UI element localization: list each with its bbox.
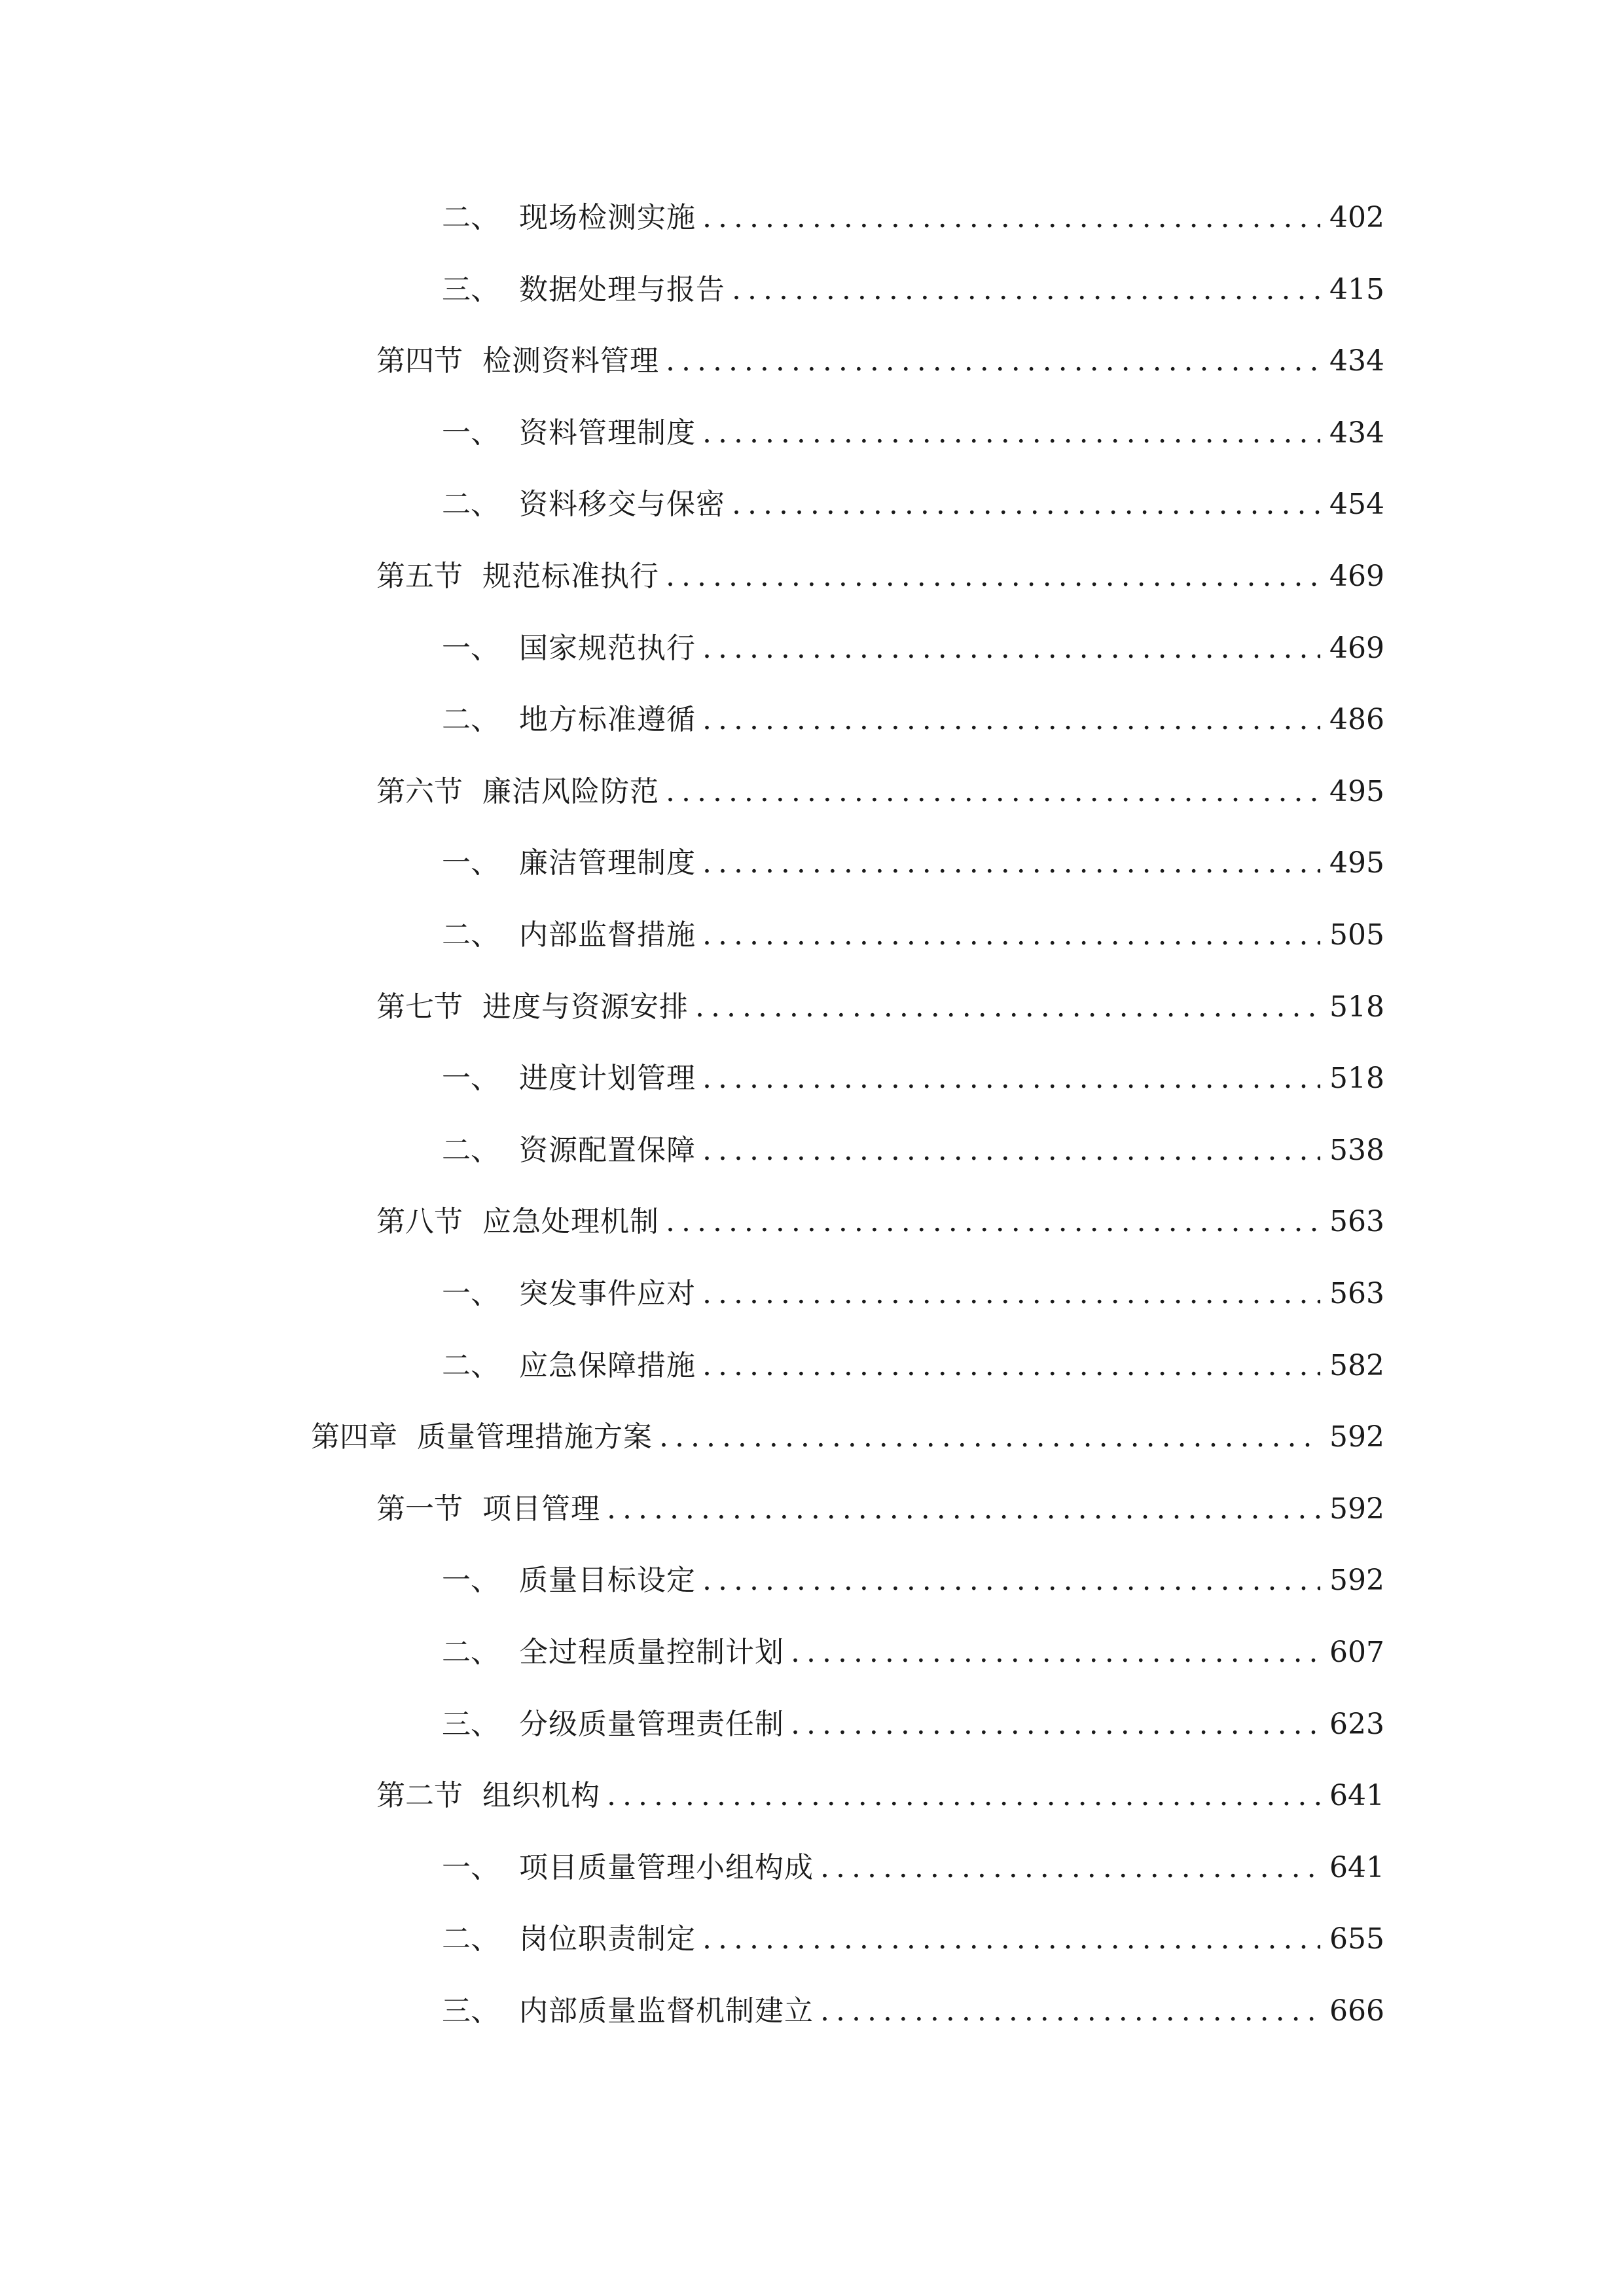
toc-entry-item[interactable] — [442, 1988, 1384, 2034]
toc-entry-page-number: 434 — [1329, 416, 1384, 450]
dot-leader — [702, 410, 1320, 456]
toc-entry-number: 二、 — [442, 1134, 499, 1167]
dot-leader — [732, 482, 1320, 528]
toc-entry-number: 一、 — [442, 1277, 499, 1310]
toc-entry-section[interactable] — [376, 1199, 1384, 1245]
dot-leader — [607, 1486, 1320, 1532]
toc-entry-title: 检测资料管理 — [482, 344, 659, 378]
toc-entry-item[interactable] — [442, 1630, 1384, 1676]
toc-entry-number: 三、 — [442, 1994, 499, 2028]
toc-entry-item[interactable] — [442, 626, 1384, 672]
toc-entry-chapter[interactable] — [311, 1414, 1384, 1460]
toc-entry-title: 突发事件应对 — [519, 1277, 696, 1310]
toc-entry-page-number: 434 — [1329, 344, 1384, 378]
dot-leader — [702, 1271, 1320, 1317]
dot-leader — [666, 338, 1320, 384]
toc-entry-page-number: 666 — [1329, 1994, 1384, 2028]
dot-leader — [666, 554, 1320, 600]
toc-entry-page-number: 454 — [1329, 488, 1384, 521]
dot-leader — [666, 1199, 1320, 1245]
toc-entry-item[interactable] — [442, 1702, 1384, 1748]
toc-entry-title: 廉洁管理制度 — [519, 846, 696, 880]
toc-entry-number: 第五节 — [376, 560, 463, 593]
toc-entry-number: 二、 — [442, 918, 499, 952]
toc-entry-section[interactable] — [376, 554, 1384, 600]
toc-entry-number: 一、 — [442, 632, 499, 665]
toc-entry-number: 第七节 — [376, 990, 463, 1024]
toc-entry-title: 项目管理 — [482, 1492, 600, 1526]
dot-leader — [702, 1916, 1320, 1962]
toc-entry-item[interactable] — [442, 1558, 1384, 1604]
toc-entry-title: 组织机构 — [482, 1779, 600, 1812]
toc-entry-title: 廉洁风险防范 — [482, 775, 659, 808]
dot-leader — [702, 1558, 1320, 1604]
toc-entry-title: 质量目标设定 — [519, 1564, 696, 1597]
toc-entry-title: 进度与资源安排 — [482, 990, 689, 1024]
toc-entry-item[interactable] — [442, 410, 1384, 456]
toc-entry-title: 地方标准遵循 — [519, 703, 696, 736]
dot-leader — [791, 1702, 1320, 1748]
toc-entry-page-number: 641 — [1329, 1851, 1384, 1884]
toc-entry-number: 二、 — [442, 1922, 499, 1956]
toc-entry-title: 岗位职责制定 — [519, 1922, 696, 1956]
dot-leader — [702, 1128, 1320, 1174]
toc-entry-item[interactable] — [442, 840, 1384, 886]
toc-entry-section[interactable] — [376, 338, 1384, 384]
toc-entry-number: 三、 — [442, 273, 499, 306]
dot-leader — [666, 769, 1320, 815]
toc-entry-item[interactable] — [442, 195, 1384, 241]
toc-entry-page-number: 469 — [1329, 632, 1384, 665]
toc-entry-title: 规范标准执行 — [482, 560, 659, 593]
toc-entry-item[interactable] — [442, 1916, 1384, 1962]
toc-entry-page-number: 641 — [1329, 1779, 1384, 1812]
toc-entry-section[interactable] — [376, 984, 1384, 1030]
toc-entry-page-number: 518 — [1329, 990, 1384, 1024]
toc-entry-number: 第二节 — [376, 1779, 463, 1812]
toc-entry-item[interactable] — [442, 1343, 1384, 1389]
toc-entry-item[interactable] — [442, 1271, 1384, 1317]
toc-entry-title: 内部监督措施 — [519, 918, 696, 952]
toc-entry-item[interactable] — [442, 1845, 1384, 1891]
toc-entry-number: 第四章 — [311, 1420, 397, 1454]
toc-entry-item[interactable] — [442, 267, 1384, 313]
toc-entry-number: 一、 — [442, 416, 499, 450]
toc-entry-title: 国家规范执行 — [519, 632, 696, 665]
toc-entry-section[interactable] — [376, 769, 1384, 815]
toc-entry-number: 一、 — [442, 1851, 499, 1884]
toc-entry-number: 三、 — [442, 1708, 499, 1741]
toc-entry-title: 资料移交与保密 — [519, 488, 725, 521]
toc-entry-title: 质量管理措施方案 — [417, 1420, 653, 1454]
toc-entry-number: 二、 — [442, 1349, 499, 1382]
toc-entry-title: 资料管理制度 — [519, 416, 696, 450]
dot-leader — [702, 626, 1320, 672]
toc-entry-item[interactable] — [442, 912, 1384, 958]
toc-entry-page-number: 495 — [1329, 775, 1384, 808]
dot-leader — [702, 912, 1320, 958]
toc-entry-title: 进度计划管理 — [519, 1062, 696, 1095]
toc-entry-number: 一、 — [442, 1564, 499, 1597]
toc-entry-number: 二、 — [442, 201, 499, 234]
toc-entry-page-number: 402 — [1329, 201, 1384, 234]
dot-leader — [659, 1414, 1320, 1460]
toc-entry-title: 现场检测实施 — [519, 201, 696, 234]
toc-entry-title: 分级质量管理责任制 — [519, 1708, 784, 1741]
toc-entry-page-number: 607 — [1329, 1636, 1384, 1669]
toc-entry-number: 一、 — [442, 1062, 499, 1095]
toc-entry-page-number: 623 — [1329, 1708, 1384, 1741]
toc-entry-page-number: 518 — [1329, 1062, 1384, 1095]
toc-entry-item[interactable] — [442, 697, 1384, 743]
toc-entry-page-number: 538 — [1329, 1134, 1384, 1167]
dot-leader — [820, 1845, 1320, 1891]
toc-entry-number: 第六节 — [376, 775, 463, 808]
toc-entry-item[interactable] — [442, 1056, 1384, 1102]
toc-entry-section[interactable] — [376, 1486, 1384, 1532]
toc-entry-number: 第四节 — [376, 344, 463, 378]
toc-entry-page-number: 592 — [1329, 1564, 1384, 1597]
toc-entry-page-number: 592 — [1329, 1420, 1384, 1454]
dot-leader — [791, 1630, 1320, 1676]
dot-leader — [702, 1056, 1320, 1102]
toc-entry-item[interactable] — [442, 1128, 1384, 1174]
toc-entry-page-number: 655 — [1329, 1922, 1384, 1956]
toc-entry-title: 应急处理机制 — [482, 1205, 659, 1238]
toc-entry-title: 数据处理与报告 — [519, 273, 725, 306]
toc-entry-page-number: 582 — [1329, 1349, 1384, 1382]
toc-entry-title: 全过程质量控制计划 — [519, 1636, 784, 1669]
toc-entry-item[interactable] — [442, 482, 1384, 528]
toc-entry-title: 资源配置保障 — [519, 1134, 696, 1167]
toc-entry-number: 一、 — [442, 846, 499, 880]
dot-leader — [732, 267, 1320, 313]
toc-entry-number: 二、 — [442, 1636, 499, 1669]
toc-entry-page-number: 495 — [1329, 846, 1384, 880]
toc-entry-page-number: 415 — [1329, 273, 1384, 306]
toc-entry-page-number: 563 — [1329, 1205, 1384, 1238]
toc-entry-page-number: 505 — [1329, 918, 1384, 952]
dot-leader — [607, 1773, 1320, 1819]
dot-leader — [702, 840, 1320, 886]
toc-entry-title: 应急保障措施 — [519, 1349, 696, 1382]
toc-entry-number: 二、 — [442, 703, 499, 736]
dot-leader — [702, 1343, 1320, 1389]
toc-entry-number: 第八节 — [376, 1205, 463, 1238]
toc-entry-section[interactable] — [376, 1773, 1384, 1819]
dot-leader — [695, 984, 1320, 1030]
toc-entry-page-number: 486 — [1329, 703, 1384, 736]
toc-entry-page-number: 592 — [1329, 1492, 1384, 1526]
toc-entry-page-number: 469 — [1329, 560, 1384, 593]
dot-leader — [820, 1988, 1320, 2034]
toc-entry-title: 内部质量监督机制建立 — [519, 1994, 814, 2028]
toc-entry-number: 第一节 — [376, 1492, 463, 1526]
dot-leader — [702, 195, 1320, 241]
toc-entry-title: 项目质量管理小组构成 — [519, 1851, 814, 1884]
toc-entry-number: 二、 — [442, 488, 499, 521]
dot-leader — [702, 697, 1320, 743]
toc-entry-page-number: 563 — [1329, 1277, 1384, 1310]
